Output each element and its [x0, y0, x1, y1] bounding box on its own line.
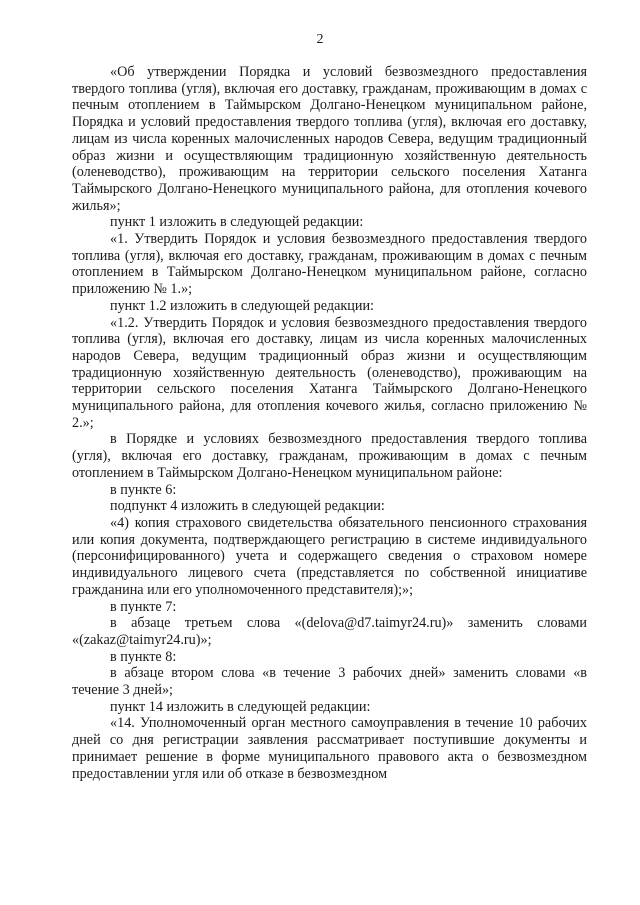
paragraph-point-7: в пункте 7:: [110, 598, 177, 615]
document-body: [72, 64, 587, 782]
paragraph-point-1-2-header: пункт 1.2 изложить в следующей редакции:: [110, 297, 374, 314]
paragraph-point-1-2-text: «1.2. Утвердить Порядок и условия безвозмездного предоставления твердого топлива (угля), включая его доставку, лицам из числа коренных малочисленных народов Севера, ведущим традиционный образ жизни и осуществляющим традиционную хозяйственную деятельность (оленеводство), проживающим на территории сельского поселения Хатанга Таймырского Долгано-Ненецкого муниципального района, для отопления кочевого жилья, согласно приложению № 2.»;: [72, 314, 587, 431]
paragraph-title-quote: «Об утверждении Порядка и условий безвозмездного предоставления твердого топлива (угля), включая его доставку, гражданам, проживающим в домах с печным отоплением в Таймырском Долгано-Ненецком муниципальном районе, Порядка и условий предоставления твердого топлива (угля), включая его доставку, лицам из числа коренных малочисленных народов Севера, ведущим традиционный образ жизни и осуществляющим традиционную хозяйственную деятельность (оленеводство), проживающим на территории сельского поселения Хатанга Таймырского Долгано-Ненецкого муниципального района, для отопления кочевого жилья»;: [72, 64, 587, 214]
paragraph-point-14-text: «14. Уполномоченный орган местного самоуправления в течение 10 рабочих дней со дня регистрации заявления рассматривает поступившие документы и принимает решение в форме муниципального правового акта о безвозмездном предоставлении угля или об отказе в безвозмездном: [72, 715, 587, 782]
page-number: 2: [316, 32, 324, 47]
paragraph-subpoint-4-text: «4) копия страхового свидетельства обязательного пенсионного страхования или копия документа, подтверждающего регистрацию в системе индивидуального (персонифицированного) учета и содержащего сведения о страховом номере индивидуального лицевого счета (представляется по собственной инициативе гражданина или его уполномоченного представителя);»;: [72, 514, 587, 598]
paragraph-point-14-header: пункт 14 изложить в следующей редакции:: [110, 698, 371, 715]
paragraph-subpoint-4-header: подпункт 4 изложить в следующей редакции:: [110, 498, 385, 515]
paragraph-point-1-text: «1. Утвердить Порядок и условия безвозмездного предоставления твердого топлива (угля), включая его доставку, гражданам, проживающим в домах с печным отоплением в Таймырском Долгано-Ненецком муниципальном районе, согласно приложению № 1.»;: [72, 231, 587, 298]
paragraph-point-1-header: пункт 1 изложить в следующей редакции:: [110, 214, 364, 231]
paragraph-point-8-text: в абзаце втором слова «в течение 3 рабочих дней» заменить словами «в течение 3 дней»;: [72, 665, 587, 699]
paragraph-procedure-intro: в Порядке и условиях безвозмездного предоставления твердого топлива (угля), включая его доставку, гражданам, проживающим в домах с печным отоплением в Таймырском Долгано-Ненецком муниципальном районе:: [72, 431, 587, 481]
paragraph-point-8: в пункте 8:: [110, 648, 177, 665]
paragraph-point-6: в пункте 6:: [110, 481, 177, 498]
paragraph-point-7-text: в абзаце третьем слова «(delova@d7.taimyr24.ru)» заменить словами «(zakaz@taimyr24.ru)»;: [72, 615, 587, 648]
